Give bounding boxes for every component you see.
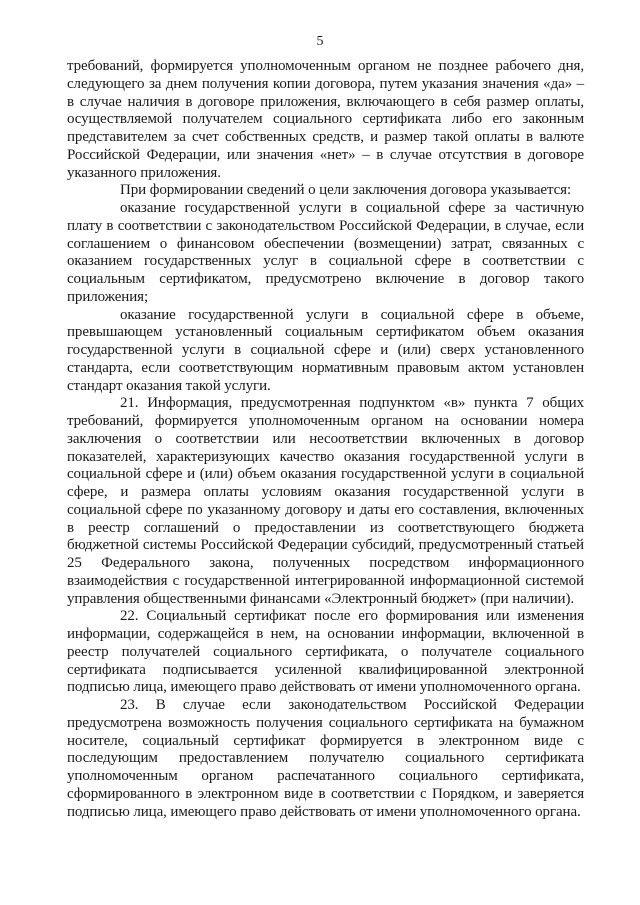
page-number: 5 [316,34,324,49]
paragraph-contract-purpose-intro: При формировании сведений о цели заключения договора указывается: [120,182,572,199]
document-body [67,58,584,821]
paragraph-partial-payment: оказание государственной услуги в социальной сфере за частичную плату в соответствии с законодательством Российской Федерации, в случае, если соглашением о финансовом обеспечении (возмещении) затрат, связанных с оказанием государственных услуг в социальной сфере в соответствии с социальным сертификатом, предусмотрено включение в договор такого приложения; [67,200,584,305]
paragraph-item-23: 23. В случае если законодательством Российской Федерации предусмотрена возможность получения социального сертификата на бумажном носителе, социальный сертификат формируется в электронном виде с последующим предоставлением получателю социального сертификата уполномоченным органом распечатанного социального сертификата, сформированного в электронном виде в соответствии с Порядком, и заверяется подписью лица, имеющего право действовать от имени уполномоченного органа. [67,697,584,820]
paragraph-excess-volume: оказание государственной услуги в социальной сфере в объеме, превышающем установленный социальным сертификатом объем оказания государственной услуги в социальной сфере и (или) сверх установленного стандарта, если соответствующим нормативным правовым актом установлен стандарт оказания такой услуги. [67,306,584,394]
paragraph-item-21: 21. Информация, предусмотренная подпунктом «в» пункта 7 общих требований, формируется уполномоченным органом на основании номера заключения о соответствии или несоответствии включенных в договор показателей, характеризующих качество оказания государственной услуги в социальной сфере и (или) объем оказания государственной услуги в социальной сфере, и размера оплаты условиям оказания государственной услуги в социальной сфере по указанному договору и даты его составления, включенных в реестр соглашений о предоставлении из соответствующего бюджета бюджетной системы Российской Федерации субсидий, предусмотренный статьей 25 Федерального закона, полученных посредством информационного взаимодействия с государственной интегрированной информационной системой управления общественными финансами «Электронный бюджет» (при наличии). [67,395,584,607]
paragraph-requirements-continuation: требований, формируется уполномоченным органом не позднее рабочего дня, следующего за днем получения копии договора, путем указания значения «да» – в случае наличия в договоре приложения, включающего в себя размер оплаты, осуществляемой получателем социального сертификата либо его законным представителем за счет собственных средств, и размер такой оплаты в валюте Российской Федерации, или значения «нет» – в случае отсутствия в договоре указанного приложения. [67,58,584,181]
paragraph-item-22: 22. Социальный сертификат после его формирования или изменения информации, содержащейся в нем, на основании информации, включенной в реестр получателей социального сертификата, о получателе социального сертификата подписывается усиленной квалифицированной электронной подписью лица, имеющего право действовать от имени уполномоченного органа. [67,608,584,696]
